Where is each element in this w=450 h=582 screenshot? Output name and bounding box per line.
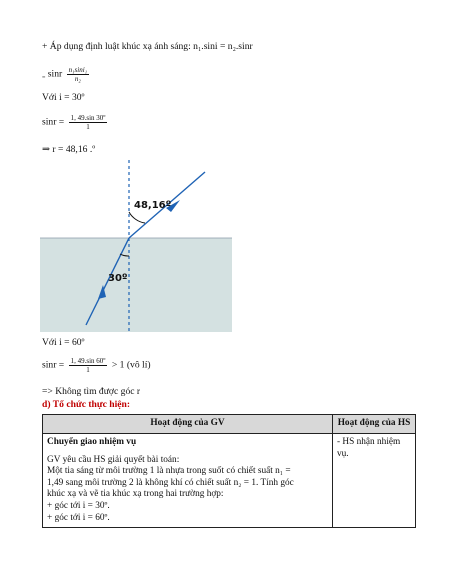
formula-lhs: sinr [47,68,63,80]
label-incidence-angle: 30º [108,273,128,284]
formula-fraction [67,66,89,83]
formula-sinr [42,66,91,85]
activity-table [42,414,416,528]
case1-denominator: 1 [86,123,90,131]
section-heading: d) Tổ chức thực hiện: [42,399,131,410]
gv-problem-line-1: Một tia sáng từ môi trường 1 là nhựa trong suốt có chiết suất n₁ = [47,466,291,477]
equals-sign: = [42,75,46,82]
case1-condition: Với i = 30º [42,92,85,103]
case1-sin-lhs: sinr = [42,116,65,128]
angle-arc-r [129,212,145,223]
case1-fraction [69,114,108,131]
refraction-diagram [40,160,235,335]
label-refraction-angle: 48,16º [134,200,172,211]
gv-case-a: + góc tới i = 30º. [47,500,110,511]
gv-case-b: + góc tới i = 60º. [47,512,110,523]
case2-conclusion: => Không tìm được góc r [42,386,141,397]
hs-cell [333,434,416,528]
case1-numerator: 1, 49.sin 30º [70,114,106,122]
case1-result: ⇒ r = 48,16 .º [42,144,96,155]
case2-tail: > 1 (vô lí) [111,359,151,371]
refraction-law-line: + Áp dụng định luật khúc xạ ánh sáng: n₁.sini = n₂.sinr [42,41,253,52]
fraction-denominator: n₂ [74,75,81,83]
header-hs: Hoạt động của HS [333,415,416,434]
case2-sin-lhs: sinr = [42,359,65,371]
gv-problem-line-2: 1,49 sang môi trường 2 là không khí có chiết suất n₂ = 1. Tính góc [47,477,294,488]
fraction-numerator: n₁sini₁ [68,66,88,74]
water-medium [40,238,232,332]
case2-condition: Với i = 60º [42,337,85,348]
case1-formula [42,114,109,131]
table-row [43,434,416,528]
case2-fraction [69,357,108,374]
gv-problem-line-3: khúc xạ và vẽ tia khúc xạ trong hai trường hợp: [47,489,224,500]
table-header-row [43,415,416,434]
case2-denominator: 1 [86,366,90,374]
gv-intro: GV yêu cầu HS giải quyết bài toán: [47,454,180,465]
case2-numerator: 1, 49.sin 60º [70,357,106,365]
header-gv: Hoạt động của GV [43,415,333,434]
case2-formula [42,357,151,374]
gv-cell [43,434,333,528]
gv-title: Chuyển giao nhiệm vụ [47,437,137,447]
hs-task: - HS nhận nhiệm vụ. [337,437,401,459]
